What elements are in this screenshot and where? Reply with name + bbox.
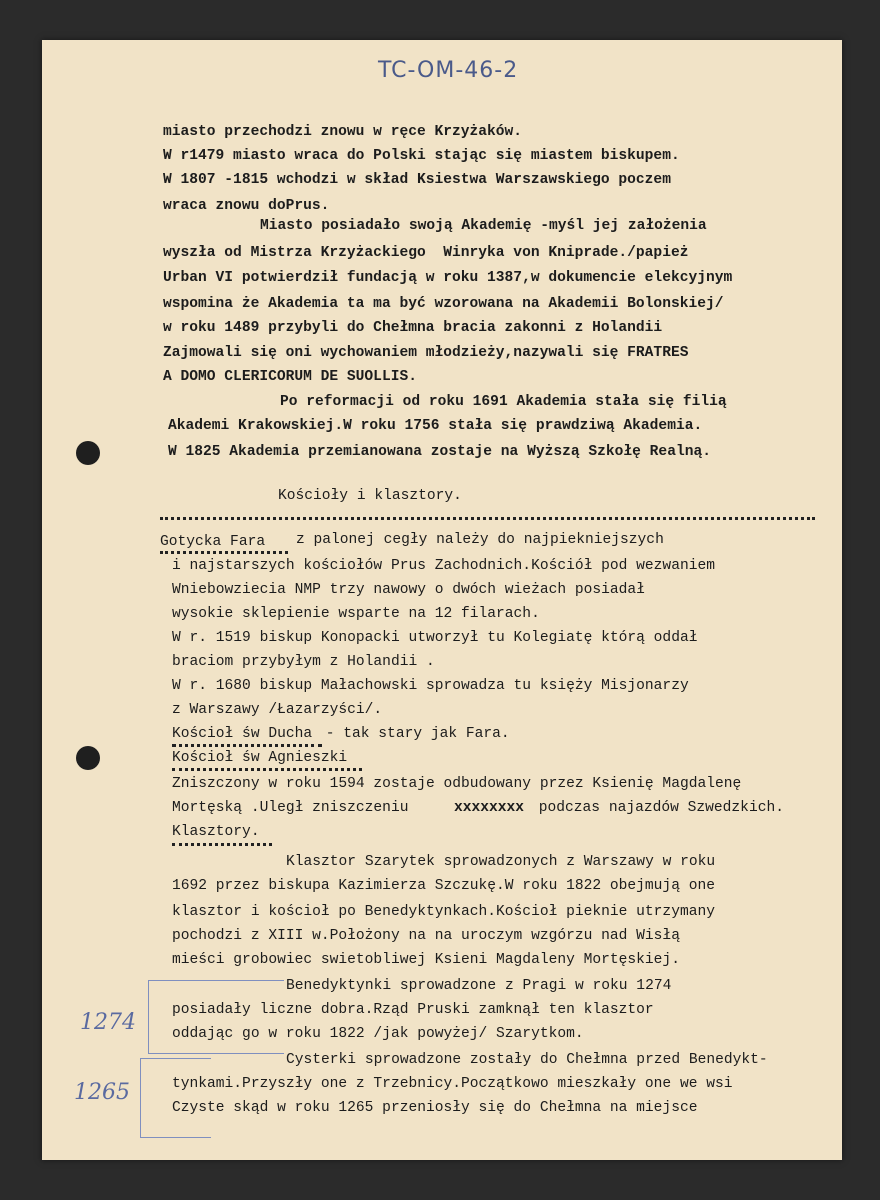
underlined-term: Klasztory.	[172, 824, 260, 840]
text-line: i najstarszych kościołów Prus Zachodnich.Kościół pod wezwaniem	[172, 558, 715, 574]
text-line: Miasto posiadało swoją Akademię -myśl jej założenia	[260, 218, 707, 234]
text-line: podczas najazdów Szwedzkich.	[530, 800, 784, 816]
text-line: Czyste skąd w roku 1265 przeniosły się do Chełmna na miejsce	[172, 1100, 698, 1116]
margin-bracket	[148, 980, 284, 1054]
text-line: pochodzi z XIII w.Położony na na uroczym wzgórzu nad Wisłą	[172, 928, 680, 944]
text-line: 1692 przez biskupa Kazimierza Szczukę.W roku 1822 obejmują one	[172, 878, 715, 894]
text-line: wspomina że Akademia ta ma być wzorowana na Akademii Bolonskiej/	[163, 296, 724, 312]
underline	[172, 744, 322, 747]
text-line: klasztor i kościoł po Benedyktynkach.Kościoł pieknie utrzymany	[172, 904, 715, 920]
text-line: oddając go w roku 1822 /jak powyżej/ Szarytkom.	[172, 1026, 584, 1042]
text-line: W 1807 -1815 wchodzi w skład Ksiestwa Warszawskiego poczem	[163, 172, 671, 188]
underline	[160, 551, 288, 554]
dotted-rule	[160, 517, 815, 520]
text-line: Urban VI potwierdził fundacją w roku 1387,w dokumencie elekcyjnym	[163, 270, 733, 286]
text-line: Mortęską .Uległ zniszczeniu	[172, 800, 409, 816]
punch-hole	[76, 746, 100, 770]
text-line: tynkami.Przyszły one z Trzebnicy.Początkowo mieszkały one we wsi	[172, 1076, 733, 1092]
text-line: mieści grobowiec swietobliwej Ksieni Magdaleny Mortęskiej.	[172, 952, 680, 968]
text-line: Wniebowziecia NMP trzy nawowy o dwóch wieżach posiadał	[172, 582, 645, 598]
struck-text: xxxxxxxx	[454, 800, 525, 816]
text-line: braciom przybyłym z Holandii .	[172, 654, 435, 670]
underlined-term: Gotycka Fara	[160, 534, 266, 550]
text-line: Akademi Krakowskiej.W roku 1756 stała się prawdziwą Akademia.	[168, 418, 703, 434]
underlined-term: Kościoł św Ducha	[172, 726, 313, 742]
text-line: posiadały liczne dobra.Rząd Pruski zamknął ten klasztor	[172, 1002, 654, 1018]
text-line: miasto przechodzi znowu w ręce Krzyżaków.	[163, 124, 523, 140]
text-line: Cysterki sprowadzone zostały do Chełmna przed Benedykt-	[286, 1052, 768, 1068]
text-line: Zniszczony w roku 1594 zostaje odbudowany przez Ksienię Magdalenę	[172, 776, 742, 792]
punch-hole	[76, 441, 100, 465]
text-line: W r1479 miasto wraca do Polski stając się miastem biskupem.	[163, 148, 680, 164]
text-line: - tak stary jak Fara.	[317, 726, 510, 742]
underline	[172, 768, 362, 771]
text-line: Klasztor Szarytek sprowadzonych z Warszawy w roku	[286, 854, 716, 870]
text-line: W r. 1519 biskup Konopacki utworzył tu Kolegiatę którą oddał	[172, 630, 698, 646]
reference-code: TC-OM-46-2	[378, 58, 519, 83]
margin-bracket	[140, 1058, 211, 1138]
text-line: W r. 1680 biskup Małachowski sprowadza tu księży Misjonarzy	[172, 678, 689, 694]
text-line: Zajmowali się oni wychowaniem młodzieży,nazywali się FRATRES	[163, 345, 689, 361]
text-line: Benedyktynki sprowadzone z Pragi w roku 1274	[286, 978, 672, 994]
text-line: A DOMO CLERICORUM DE SUOLLIS.	[163, 369, 417, 385]
text-line: z Warszawy /Łazarzyści/.	[172, 702, 383, 718]
text-line: wysokie sklepienie wsparte na 12 filarach.	[172, 606, 540, 622]
underlined-term: Kościoł św Agnieszki	[172, 750, 348, 766]
text-line: w roku 1489 przybyli do Chełmna bracia zakonni z Holandii	[163, 320, 663, 336]
text-line: z palonej cegły należy do najpiekniejszych	[296, 532, 664, 548]
margin-note: 1274	[80, 1010, 136, 1035]
margin-note: 1265	[74, 1080, 130, 1105]
text-line: Po reformacji od roku 1691 Akademia stała się filią	[280, 394, 727, 410]
underline	[172, 843, 272, 846]
text-line: wraca znowu doPrus.	[163, 198, 330, 214]
text-line: wyszła od Mistrza Krzyżackiego Winryka von Kniprade./papież	[163, 245, 689, 261]
section-heading: Kościoły i klasztory.	[278, 488, 462, 504]
text-line: W 1825 Akademia przemianowana zostaje na Wyższą Szkołę Realną.	[168, 444, 711, 460]
